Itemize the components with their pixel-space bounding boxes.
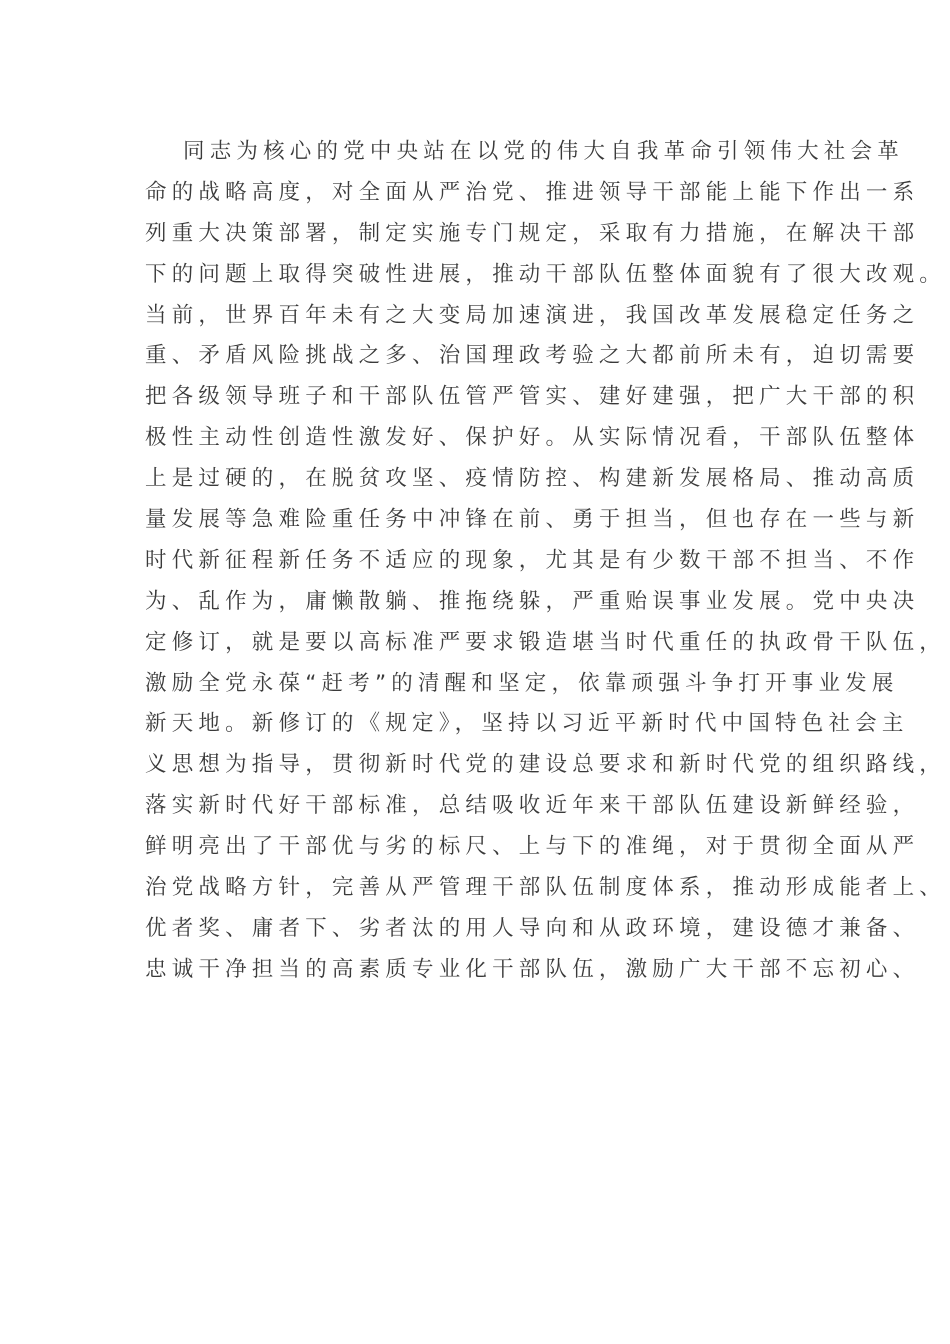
text-line: 上是过硬的，在脱贫攻坚、疫情防控、构建新发展格局、推动高质 bbox=[145, 466, 920, 492]
text-line: 命的战略高度，对全面从严治党、推进领导干部能上能下作出一系 bbox=[145, 179, 920, 205]
text-line: 极性主动性创造性激发好、保护好。从实际情况看，干部队伍整体 bbox=[145, 425, 920, 451]
text-line: 重、矛盾风险挑战之多、治国理政考验之大都前所未有，迫切需要 bbox=[145, 343, 920, 369]
text-line: 忠诚干净担当的高素质专业化干部队伍，激励广大干部不忘初心、 bbox=[145, 956, 920, 982]
text-line: 义思想为指导，贯彻新时代党的建设总要求和新时代党的组织路线， bbox=[145, 752, 947, 778]
text-line: 把各级领导班子和干部队伍管严管实、建好建强，把广大干部的积 bbox=[145, 384, 920, 410]
text-line: 定修订，就是要以高标准严要求锻造堪当时代重任的执政骨干队伍， bbox=[145, 629, 947, 655]
text-line: 优者奖、庸者下、劣者汰的用人导向和从政环境，建设德才兼备、 bbox=[145, 915, 920, 941]
text-line: 同志为核心的党中央站在以党的伟大自我革命引领伟大社会革 bbox=[183, 139, 904, 164]
text-line: 当前，世界百年未有之大变局加速演进，我国改革发展稳定任务之 bbox=[145, 302, 920, 328]
text-line: 下的问题上取得突破性进展，推动干部队伍整体面貌有了很大改观。 bbox=[145, 261, 947, 287]
body-paragraph bbox=[145, 134, 947, 993]
text-line: 时代新征程新任务不适应的现象，尤其是有少数干部不担当、不作 bbox=[145, 547, 920, 573]
text-line: 量发展等急难险重任务中冲锋在前、勇于担当，但也存在一些与新 bbox=[145, 507, 920, 533]
text-line: 治党战略方针，完善从严管理干部队伍制度体系，推动形成能者上、 bbox=[145, 875, 947, 901]
text-line: 列重大决策部署，制定实施专门规定，采取有力措施，在解决干部 bbox=[145, 220, 920, 246]
text-line: 激励全党永葆“赶考”的清醒和坚定，依靠顽强斗争打开事业发展 bbox=[145, 670, 899, 696]
text-line: 为、乱作为，庸懒散躺、推拖绕躲，严重贻误事业发展。党中央决 bbox=[145, 588, 920, 614]
text-line: 落实新时代好干部标准，总结吸收近年来干部队伍建设新鲜经验， bbox=[145, 793, 920, 819]
text-line: 鲜明亮出了干部优与劣的标尺、上与下的准绳，对于贯彻全面从严 bbox=[145, 834, 920, 860]
text-line: 新天地。新修订的《规定》，坚持以习近平新时代中国特色社会主 bbox=[145, 711, 909, 737]
